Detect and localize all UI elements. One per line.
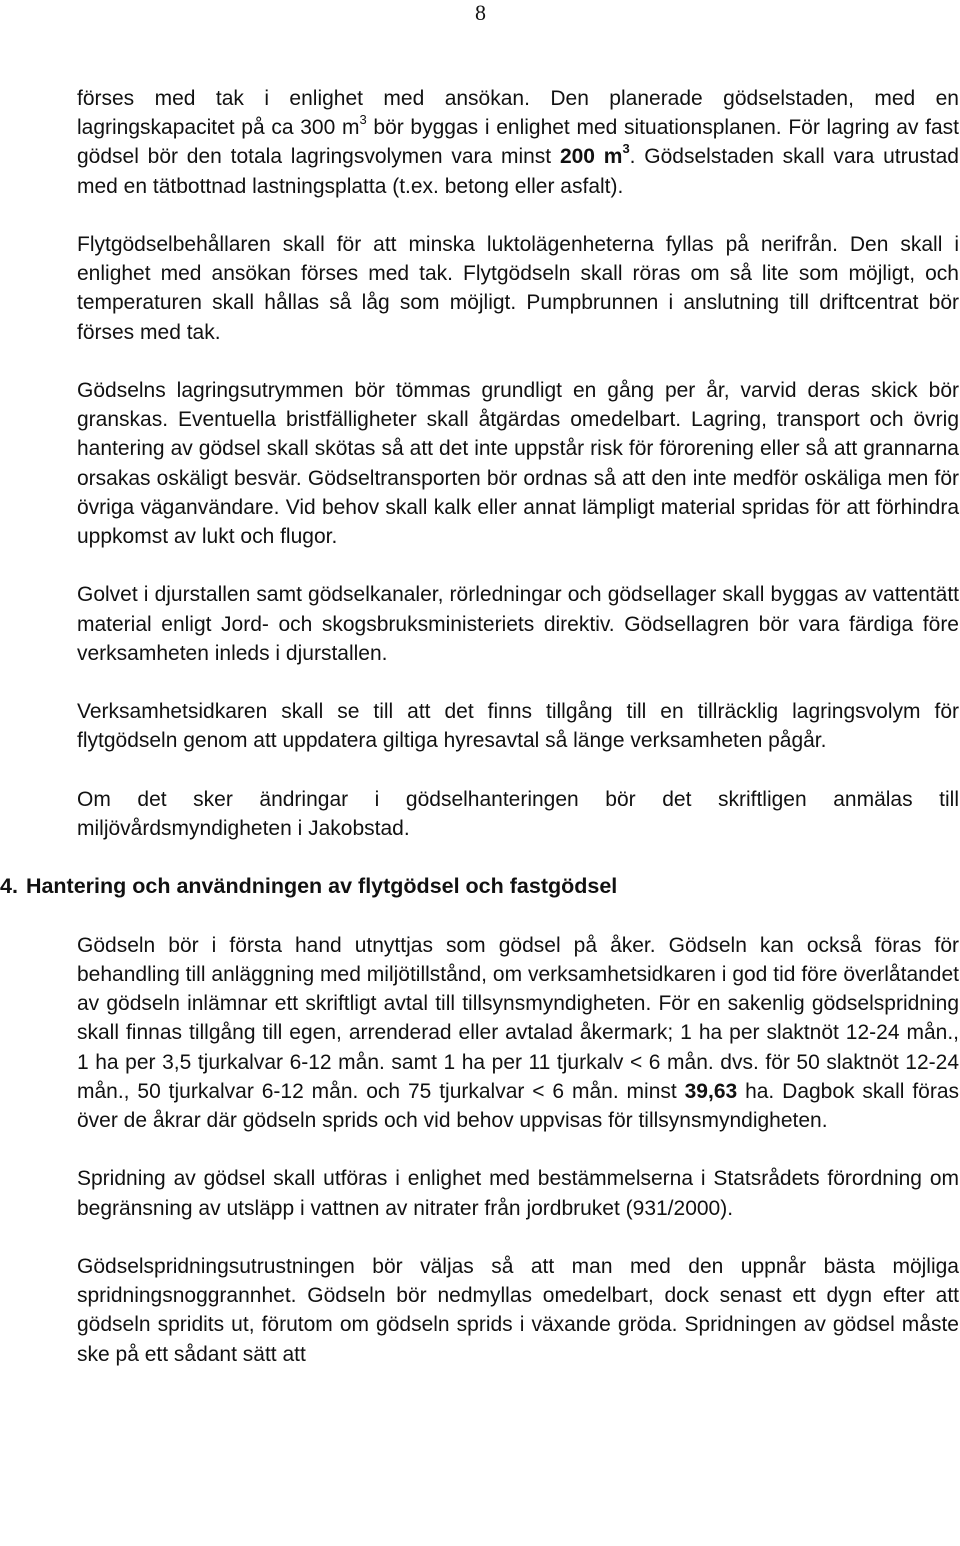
- section-number: 4.: [0, 874, 18, 899]
- paragraph-manure-storage: [77, 84, 959, 201]
- paragraph-slurry-tank: Flytgödselbehållaren skall för att minska luktolägenheterna fyllas på nerifrån. Den skall i enlighet med ansökan förses med tak. Flytgödseln skall röras om så lite som möjligt, och temperaturen skall hållas så låg som möjligt. Pumpbrunnen i anslutning till driftcentrat bör förses med tak.: [77, 233, 959, 344]
- superscript: 3: [622, 141, 630, 157]
- bold-volume: 200 m: [559, 145, 623, 169]
- text-run: förses med tak i enlighet med ansökan. Den planerade gödselstaden, med en lagringskapacitet på ca 300 m: [77, 87, 959, 140]
- paragraph-storage-emptying: Gödselns lagringsutrymmen bör tömmas grundligt en gång per år, varvid deras skick bör granskas. Eventuella bristfälligheter skall åtgärdas omedelbart. Lagring, transport och övrig hantering av gödsel skall skötas så att det inte uppstår risk för förorening eller så att grannarna orsakas oskäligt besvär. Gödseltransporten bör ordnas så att den inte medför oskäliga men för övriga väganvändare. Vid behov skall kalk eller annat lämpligt material spridas för att förhindra uppkomst av lukt och flugor.: [77, 379, 959, 549]
- bold-area: 39,63: [684, 1079, 738, 1103]
- section-title: Hantering och användningen av flytgödsel och fastgödsel: [25, 874, 618, 899]
- paragraph-spreading-regulation: Spridning av gödsel skall utföras i enlighet med bestämmelserna i Statsrådets förordning om begränsning av utsläpp i vattnen av nitrater från jordbruket (931/2000).: [77, 1167, 959, 1220]
- paragraph-storage-volume: Verksamhetsidkaren skall se till att det finns tillgång till en tillräcklig lagringsvolym för flytgödseln genom att uppdatera giltiga hyresavtal så länge verksamheten pågår.: [77, 700, 959, 753]
- page-number: 8: [475, 0, 486, 25]
- text-run: ha. Dagbok skall föras över de åkrar där gödseln sprids och vid behov uppvisas för tillsynsmyndigheten.: [77, 1079, 959, 1132]
- text-run: bör byggas i enlighet med situationsplanen. För lagring av fast gödsel bör den totala lagringsvolymen vara minst: [77, 116, 959, 169]
- text-run: Gödseln bör i första hand utnyttjas som gödsel på åker. Gödseln kan också föras för behandling till anläggning med miljötillstånd, om verksamhetsidkaren i god tid före överlåtandet av gödseln inlämnar ett skriftligt avtal till tillsynsmyndigheten. För en sakenlig gödselspridning skall finnas tillgång till egen, arrenderad eller avtalad åkermark; 1 ha per slaktnöt 12-24 mån., 1 ha per 3,5 tjurkalvar 6-12 mån. samt 1 ha per 11 tjurkalv < 6 mån. dvs. för 50 slaktnöt 12-24 mån., 50 tjurkalvar 6-12 mån. och 75 tjurkalvar < 6 mån. minst: [77, 933, 959, 1103]
- paragraph-changes-notification: Om det sker ändringar i gödselhanteringen bör det skriftligen anmälas till miljövårdsmyndigheten i Jakobstad.: [77, 787, 959, 840]
- section-heading: [0, 872, 959, 901]
- paragraph-spreading-equipment: Gödselspridningsutrustningen bör väljas så att man med den uppnår bästa möjliga spridningsnoggrannhet. Gödseln bör nedmyllas omedelbart, dock senast ett dygn efter att gödseln spridits ut, förutom om gödseln sprids i växande gröda. Spridningen av gödsel måste ske på ett sådant sätt att: [77, 1254, 959, 1366]
- superscript: 3: [359, 112, 367, 128]
- paragraph-manure-use: [77, 931, 959, 1135]
- document-body: [0, 84, 959, 1369]
- paragraph-stable-floors: Golvet i djurstallen samt gödselkanaler, rörledningar och gödsellager skall byggas av vattentätt material enligt Jord- och skogsbruksministeriets direktiv. Gödsellagren bör vara färdiga före verksamheten inleds i djurstallen.: [77, 583, 959, 665]
- text-run: . Gödselstaden skall vara utrustad med en tätbottnad lastningsplatta (t.ex. betong eller asfalt).: [77, 145, 959, 198]
